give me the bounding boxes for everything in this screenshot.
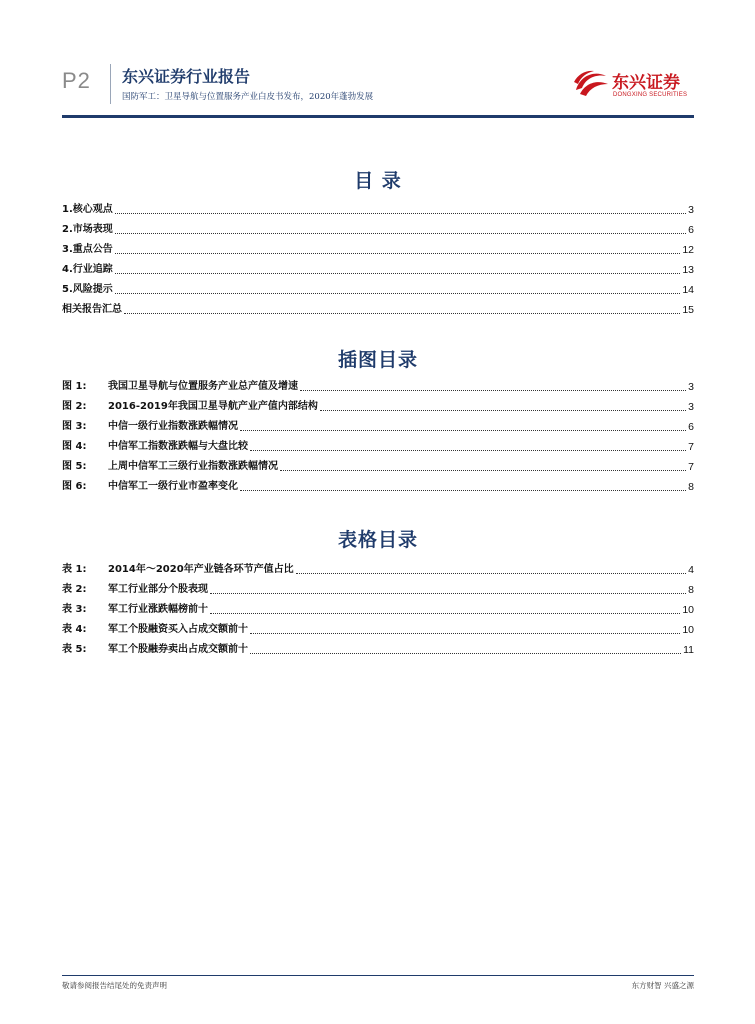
toc-entry-label: 核心观点: [72, 204, 113, 215]
leader-dots: [115, 253, 681, 254]
leader-dots: [115, 233, 686, 234]
figure-entry-number: 图 2:: [62, 401, 87, 412]
toc-title: 目 录: [354, 170, 402, 192]
figure-entry-page: 3: [688, 401, 694, 413]
figure-list-title: 插图目录: [337, 349, 418, 371]
table-entry-label: 2014年～2020年产业链各环节产值占比: [108, 564, 294, 575]
figure-entry-number: 图 5:: [62, 461, 87, 472]
table-entry-label: 军工个股融券卖出占成交额前十: [108, 644, 248, 655]
table-list: [62, 556, 694, 656]
leader-dots: [250, 633, 680, 634]
toc-entry-page: 14: [682, 284, 694, 296]
leader-dots: [115, 273, 681, 274]
figure-entry[interactable]: [62, 433, 694, 453]
figure-entry-page: 7: [688, 461, 694, 473]
figure-entry-page: 3: [688, 381, 694, 393]
footer-disclaimer: 敬请参阅报告结尾处的免责声明: [62, 981, 167, 990]
leader-dots: [115, 213, 686, 214]
toc-entry-label: 相关报告汇总: [62, 304, 122, 315]
table-entry-number: 表 4:: [62, 624, 87, 635]
table-entry[interactable]: [62, 616, 694, 636]
figure-entry-label: 中信军工指数涨跌幅与大盘比较: [108, 441, 248, 452]
logo-text-cn: 东兴证券: [612, 73, 680, 93]
header-divider: [110, 64, 111, 104]
table-entry[interactable]: [62, 576, 694, 596]
figure-entry-label: 中信一级行业指数涨跌幅情况: [108, 421, 238, 432]
toc-entry-number: 5.: [62, 284, 73, 295]
toc-entry[interactable]: [62, 236, 694, 256]
toc-entry-number: 4.: [62, 264, 73, 275]
table-list-title: 表格目录: [337, 529, 418, 551]
table-entry-label: 军工行业涨跌幅榜前十: [108, 604, 208, 615]
toc-entry-label: 风险提示: [72, 284, 113, 295]
table-entry-page: 10: [682, 624, 694, 636]
leader-dots: [300, 390, 686, 391]
leader-dots: [210, 613, 680, 614]
page-number: P2: [62, 68, 91, 93]
leader-dots: [296, 573, 686, 574]
report-title: 东兴证券行业报告: [122, 67, 251, 86]
figure-entry[interactable]: [62, 473, 694, 493]
toc-entry[interactable]: [62, 256, 694, 276]
figure-entry[interactable]: [62, 373, 694, 393]
leader-dots: [250, 653, 681, 654]
toc-entry-number: 2.: [62, 224, 73, 235]
toc-entry-number: 1.: [62, 204, 73, 215]
toc-entry-label: 市场表现: [72, 224, 113, 235]
leader-dots: [124, 313, 680, 314]
figure-entry[interactable]: [62, 453, 694, 473]
toc-entry-page: 6: [688, 224, 694, 236]
figure-entry-page: 8: [688, 481, 694, 493]
figure-list: [62, 373, 694, 493]
toc-entry-page: 12: [682, 244, 694, 256]
toc-entry-page: 3: [688, 204, 694, 216]
leader-dots: [240, 490, 686, 491]
table-entry-number: 表 3:: [62, 604, 87, 615]
footer-rule: [62, 975, 694, 976]
table-entry[interactable]: [62, 556, 694, 576]
toc-entry-label: 行业追踪: [72, 264, 113, 275]
figure-entry-number: 图 1:: [62, 381, 87, 392]
leader-dots: [250, 450, 686, 451]
leader-dots: [280, 470, 686, 471]
table-entry-number: 表 5:: [62, 644, 87, 655]
figure-entry-label: 中信军工一级行业市盈率变化: [108, 481, 238, 492]
company-logo: [572, 64, 694, 104]
table-entry-page: 10: [682, 604, 694, 616]
figure-entry-number: 图 4:: [62, 441, 87, 452]
table-entry-page: 11: [683, 644, 694, 656]
figure-entry-number: 图 6:: [62, 481, 87, 492]
table-entry-page: 8: [688, 584, 694, 596]
figure-entry[interactable]: [62, 393, 694, 413]
leader-dots: [240, 430, 686, 431]
leader-dots: [320, 410, 686, 411]
figure-entry-page: 6: [688, 421, 694, 433]
toc-entry[interactable]: [62, 276, 694, 296]
table-entry-number: 表 2:: [62, 584, 87, 595]
figure-entry[interactable]: [62, 413, 694, 433]
table-entry-page: 4: [688, 564, 694, 576]
toc-entry-page: 15: [682, 304, 694, 316]
table-entry[interactable]: [62, 636, 694, 656]
figure-entry-label: 我国卫星导航与位置服务产业总产值及增速: [108, 381, 298, 392]
figure-entry-label: 上周中信军工三级行业指数涨跌幅情况: [108, 461, 278, 472]
figure-entry-page: 7: [688, 441, 694, 453]
report-subtitle: 国防军工：卫星导航与位置服务产业白皮书发布，2020年蓬勃发展: [122, 92, 374, 102]
toc-list: [62, 196, 694, 316]
toc-entry[interactable]: [62, 216, 694, 236]
toc-entry-label: 重点公告: [72, 244, 113, 255]
footer-slogan: 东方财智 兴盛之源: [631, 981, 694, 990]
table-entry-label: 军工个股融资买入占成交额前十: [108, 624, 248, 635]
leader-dots: [115, 293, 681, 294]
page-header: [62, 62, 694, 114]
logo-text-en: DONGXING SECURITIES: [613, 92, 688, 98]
table-entry-label: 军工行业部分个股表现: [108, 584, 208, 595]
table-entry[interactable]: [62, 596, 694, 616]
logo-mark-icon: [572, 68, 612, 100]
toc-entry[interactable]: [62, 296, 694, 316]
toc-entry-number: 3.: [62, 244, 73, 255]
toc-entry-page: 13: [682, 264, 694, 276]
table-entry-number: 表 1:: [62, 564, 87, 575]
leader-dots: [210, 593, 686, 594]
figure-entry-label: 2016-2019年我国卫星导航产业产值内部结构: [108, 401, 318, 412]
header-rule: [62, 115, 694, 118]
toc-entry[interactable]: [62, 196, 694, 216]
figure-entry-number: 图 3:: [62, 421, 87, 432]
